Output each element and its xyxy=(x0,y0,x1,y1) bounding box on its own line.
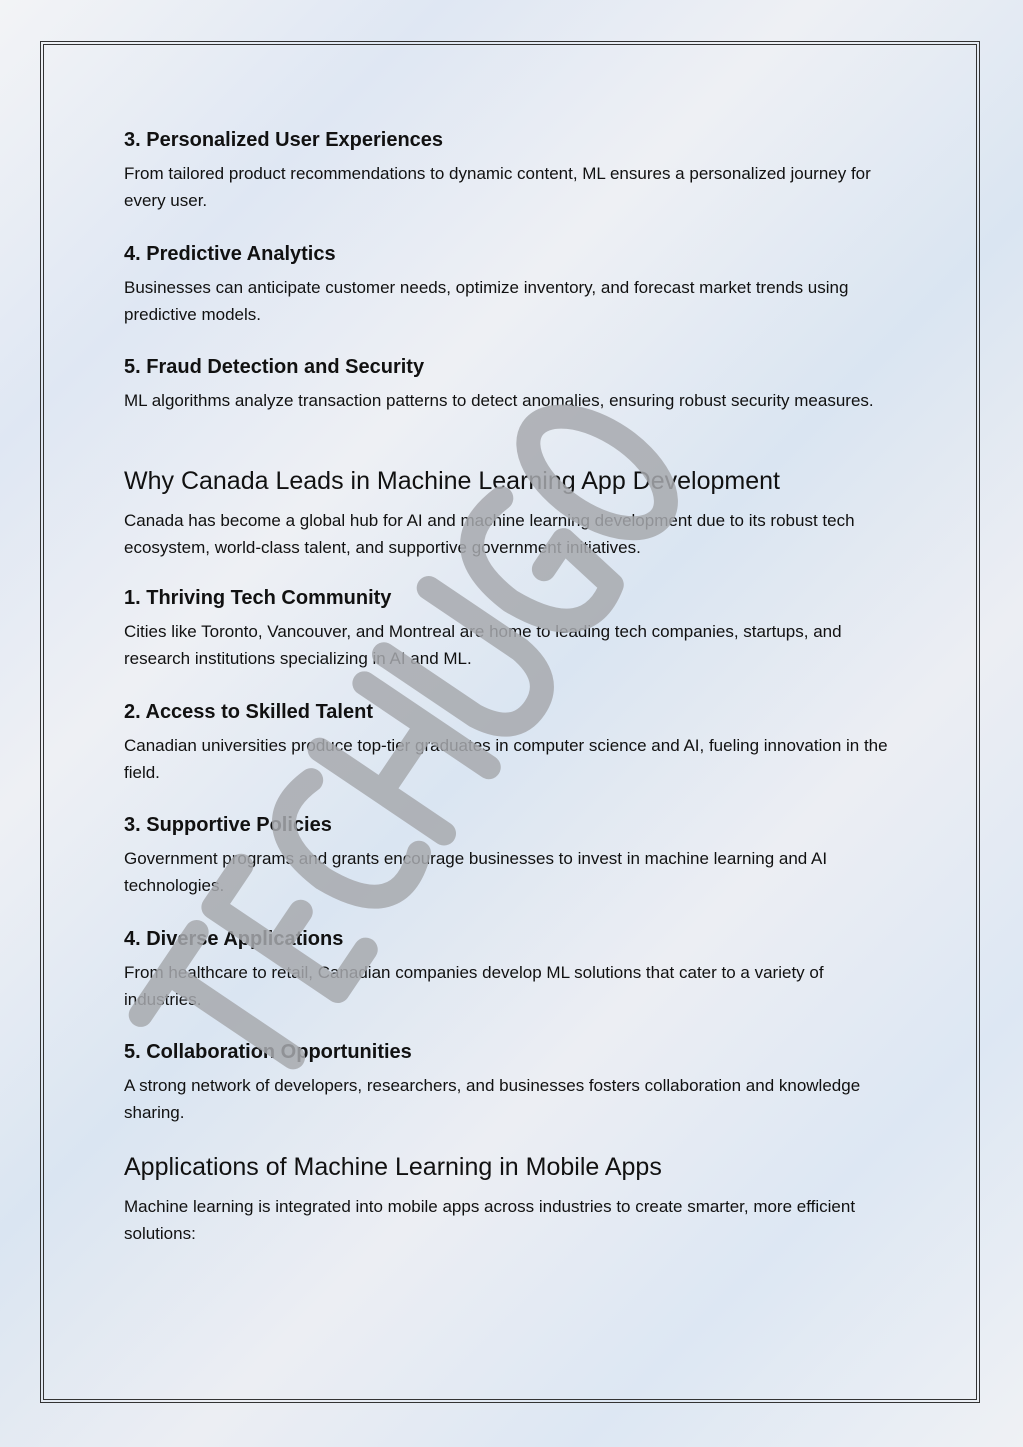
subsection-skilled-talent xyxy=(124,698,904,786)
subsection-personalized xyxy=(124,126,904,214)
subsection-tech-community xyxy=(124,584,904,672)
subsection-text: Government programs and grants encourage businesses to invest in machine learning and AI technologies. xyxy=(124,849,828,895)
subsection-text: From healthcare to retail, Canadian companies develop ML solutions that cater to a variety of industries. xyxy=(124,963,824,1009)
subsection-heading: 3. Personalized User Experiences xyxy=(124,129,444,151)
subsection-heading: 3. Supportive Policies xyxy=(124,814,332,836)
subsection-text: Canadian universities produce top-tier graduates in computer science and AI, fueling innovation in the field. xyxy=(124,736,888,782)
section-heading: Applications of Machine Learning in Mobile Apps xyxy=(124,1153,662,1181)
subsection-text: Businesses can anticipate customer needs, optimize inventory, and forecast market trends using predictive models. xyxy=(124,278,849,324)
subsection-applications xyxy=(124,925,904,1013)
subsection-heading: 4. Diverse Applications xyxy=(124,928,344,950)
subsection-text: A strong network of developers, researchers, and businesses fosters collaboration and knowledge sharing. xyxy=(124,1076,861,1122)
section-text: Machine learning is integrated into mobile apps across industries to create smarter, more efficient solutions: xyxy=(124,1197,856,1243)
section-why-canada xyxy=(124,465,904,561)
subsection-heading: 1. Thriving Tech Community xyxy=(124,587,392,609)
subsection-policies xyxy=(124,811,904,899)
section-text: Canada has become a global hub for AI and machine learning development due to its robust tech ecosystem, world-class talent, and supportive government initiatives. xyxy=(124,511,855,557)
subsection-collaboration xyxy=(124,1038,904,1126)
subsection-fraud xyxy=(124,353,904,414)
subsection-heading: 4. Predictive Analytics xyxy=(124,243,336,265)
subsection-text: ML algorithms analyze transaction patterns to detect anomalies, ensuring robust security measures. xyxy=(124,391,874,410)
subsection-predictive xyxy=(124,240,904,328)
subsection-heading: 5. Collaboration Opportunities xyxy=(124,1041,412,1063)
subsection-heading: 5. Fraud Detection and Security xyxy=(124,356,425,378)
section-applications-mobile xyxy=(124,1151,904,1247)
section-heading: Why Canada Leads in Machine Learning App Development xyxy=(124,467,780,495)
subsection-text: Cities like Toronto, Vancouver, and Montreal are home to leading tech companies, startups, and research institutions specializing in AI and ML. xyxy=(124,622,842,668)
subsection-heading: 2. Access to Skilled Talent xyxy=(124,701,373,723)
subsection-text: From tailored product recommendations to dynamic content, ML ensures a personalized journey for every user. xyxy=(124,164,871,210)
